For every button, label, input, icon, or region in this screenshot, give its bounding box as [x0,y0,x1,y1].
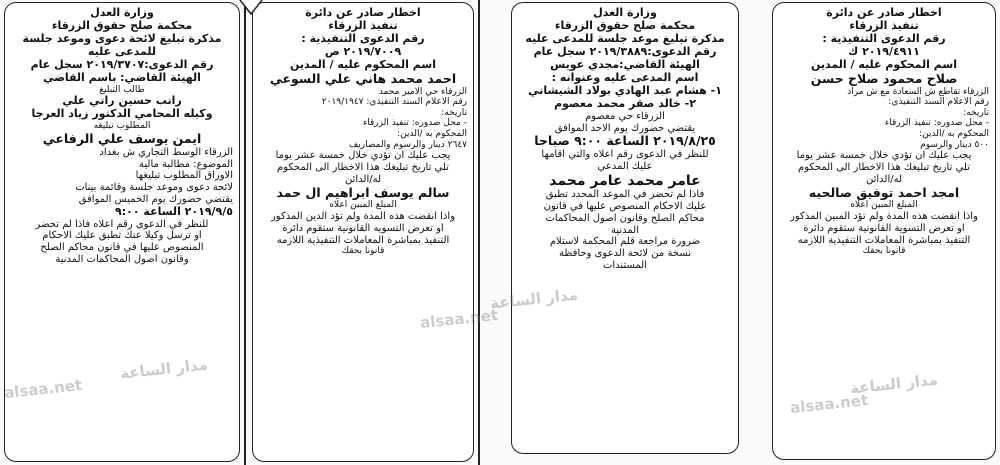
notice-line: المبلغ المبين اعلاه [329,200,397,211]
notice-line: اسم المحكوم عليه / المدين [290,58,436,71]
notice-line: الزرقاء الوسط التجاري ش بغداد [99,146,233,158]
notice-line: له/الدائن [344,173,382,185]
notice-line: مذكرة تبليغ لائحة دعوى وموعد جلسة [22,32,222,45]
notice-line: او ترسل وكيلا عنك تطبق عليك الاحكام [42,230,202,242]
notice-line: تنفيذ الزرقاء [328,19,398,32]
notice-line: الموضوع: مطالبة مالية [139,158,233,170]
notice-line: الزرقاء تقاطع ش السعادة مع ش مراد [847,86,989,97]
notice-line: رقم الدعوى التنفيذية : [301,32,425,45]
notice-line: اخطار صادر عن دائرة [305,7,421,19]
notice-line: يجب عليك ان تؤدي خلال خمسة عشر يوما [275,150,451,162]
notice-line: فاذا لم تحضر في الموعد المحدد تطبق [545,189,705,201]
notice-line: المدنية [610,224,640,236]
watermark-text: مدار الساعة [119,355,209,383]
notice-line: تلي تاريخ تبليغك هذا الاخطار الى المحكوم [798,162,970,174]
watermark-text: alsaa.net [3,375,83,403]
notice-line: رقم الدعوى التنفيذية : [822,32,946,45]
notice-line: المحكوم به /الدين: [919,129,989,140]
corner-notch-icon [238,0,264,18]
notice-line: للنظر في الدعوى رقم اعلاه والتي اقامها [541,149,709,161]
notice-line: ضرورة مراجعة قلم المحكمة لاستلام [549,236,701,248]
notice-line: يجب عليك ان تؤدي خلال خمسة عشر يوما [796,150,972,162]
notice-line: المنصوص عليها في قانون محاكم الصلح [40,242,204,254]
notice-line: الزرقاء حي معصوم [585,110,665,122]
watermark-text: alsaa.net [789,390,869,418]
notice-line: تنفيذ الزرقاء [849,19,919,32]
notice-line: قانونا بحقك [341,246,385,257]
notice-line: ٢٦٤٧ دينار والرسوم والمصاريف [348,139,467,150]
notice-line: امجد احمد توفيق صالحيه [808,185,960,200]
execution-notice-ahmad [252,2,474,462]
notice-line: اسم المحكوم عليه / المدين [811,58,957,71]
notice-line: رقم الاعلام السند التنفيذي: ٢٠١٩/١٩٤٧ [321,97,467,108]
notice-line: مذكرة تبليغ موعد جلسة للمدعى عليه [525,32,725,45]
hearing-summons-hisham [511,2,739,454]
notice-line: تاريخه: [963,107,989,118]
notice-line: عليك الاحكام المنصوص عليها في قانون [543,201,707,212]
notice-line: ٢٠١٩/٤٩١١ ك [848,45,920,58]
notice-line: المطلوب تبليغه [93,121,151,132]
notice-line: الهيئة القاضي: باسم القاضي [43,71,201,84]
notice-line: طالب التبليغ [99,84,145,95]
notice-line: ٢٠١٩/٧٠٠٩ ص [324,45,402,58]
notice-line: نسخة من لائحة الدعوى وحافظة [559,248,691,260]
notice-line: واذا انقضت هذه المدة ولم تؤد الدين المذكور [270,211,456,222]
notice-line: راتب حسين راتي علي [62,95,182,108]
notice-line: قانونا بحقك [862,246,906,257]
notice-line: او تعرض التسويه القانونية ستقوم دائرة [282,222,444,234]
notice-line: رقم الدعوى:٢٠١٩/٣٧٠٧ سجل عام [30,58,214,71]
notice-line: الزرقاء حي الامير محمد [378,86,467,97]
notice-line: ٥٠٠ دينار والرسوم [920,139,989,150]
column-divider [244,0,246,465]
notice-line: التنفيذ بمباشرة المعاملات التنفيذية اللازمه [797,234,971,246]
notice-line: تلي تاريخ تبليغك هذا الاخطار الى المحكوم [277,162,449,174]
notice-line: المبلغ المبين اعلاه [850,200,918,211]
notice-line: او تعرض التسوية القانونية ستقوم دائرة [803,222,965,234]
watermark-text: alsaa.net [419,305,499,333]
notice-line: المحكوم به /الدين: [397,129,467,140]
notice-line: ١- هشام عبد الهادي بولاد الشيشاني [528,84,722,97]
notice-line: يقتضي حضورك يوم الاحد الموافق [554,122,696,134]
notice-line: وزارة العدل [90,7,154,19]
notice-line: سالم يوسف ابراهيم ال حمد [276,185,450,200]
notice-line: ٢٠١٩/٩/٥ الساعة ٩:٠٠ [115,205,233,218]
notice-line: وزارة العدل [593,7,657,19]
notice-line: احمد محمد هاني علي السوعي [269,71,457,86]
notice-line: وكيله المحامي الدكتور زياد العرجا [31,108,213,121]
notice-line: تاريخه: [441,107,467,118]
notice-line: ٢- خالد صقر محمد معصوم [554,97,696,110]
notice-line: اخطار صادر عن دائرة [826,7,942,19]
notice-line: محاكم الصلح وقانون اصول المحاكمات [545,212,705,224]
notice-line: ٢٠١٩/٨/٢٥ الساعة ٩:٠٠ صباحا [534,134,716,149]
notice-line: يقتضي حضورك يوم الخميس الموافق [78,193,233,205]
notice-line: ايمن يوسف علي الرفاعي [42,131,202,146]
notice-line: عامر محمد عامر محمد [549,172,701,189]
notice-line: للمدعى عليه [88,45,156,58]
notice-line: للنظر في الدعوى رقم اعلاه فاذا لم تحضر [35,218,209,230]
notice-line: محكمة صلح حقوق الزرقاء [554,19,696,32]
notice-line: له/الدائن [865,173,903,185]
notice-line: المستندات [602,259,647,271]
notice-line: الهيئة القاضي:مجدي عويس [550,58,700,71]
notice-line: رقم الاعلام السند التنفيذي: [888,97,989,108]
column-divider [478,0,480,465]
notice-line: التنفيذ بمباشرة المعاملات التنفيذية اللازمه [276,234,450,246]
notice-line: عليك المدعي [597,160,653,172]
notice-line: الاوراق المطلوب تبليغها [135,170,233,182]
notice-line: محكمة صلح حقوق الزرقاء [51,19,193,32]
notice-line: واذا انقضت هذه المدة ولم تؤد المبين المذكور [790,211,978,222]
watermark-text: مدار الساعة [849,370,939,398]
notice-line: اسم المدعى عليه وعنوانه : [551,71,699,84]
notice-line: صلاح محمود صلاح حسن [810,71,958,86]
watermark-text: مدار الساعة [489,285,579,313]
notice-line: - محل صدوره: تنفيذ الزرقاء [363,118,467,129]
notice-line: وقانون اصول المحاكمات المدنية [55,254,189,266]
notice-line: - محل صدوره: تنفيذ الزرقاء [885,118,989,129]
notice-line: لائحة دعوى وموعد جلسة وقائمة بينات [75,182,233,194]
notice-line: رقم الدعوى:٢٠١٩/٣٨٨٩ سجل عام [533,45,717,58]
